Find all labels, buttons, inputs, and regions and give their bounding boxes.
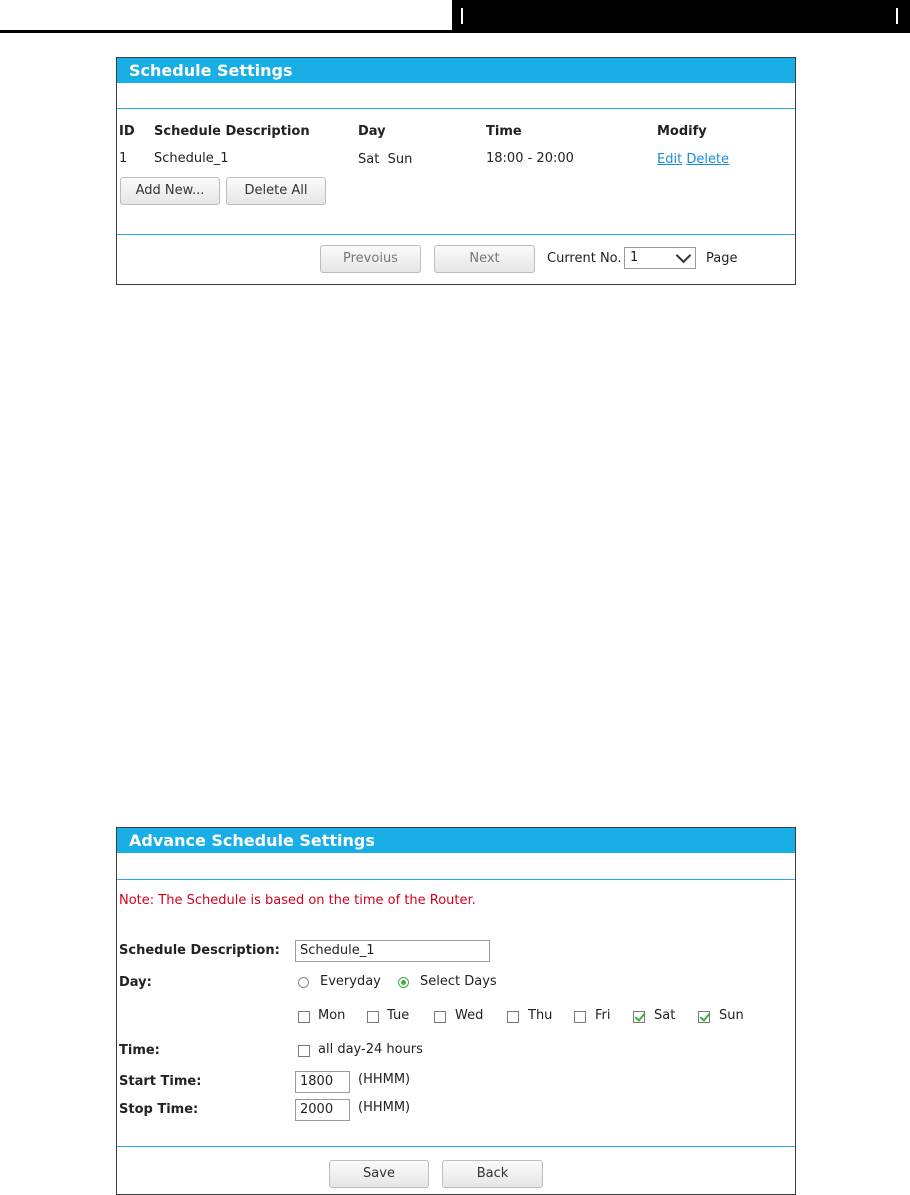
schedule-description-label: Schedule Description: (119, 943, 280, 958)
column-header-id: ID (119, 124, 135, 139)
column-header-time: Time (486, 124, 522, 139)
row-day: Sat Sun (358, 152, 413, 167)
start-time-label: Start Time: (119, 1074, 202, 1089)
stop-time-label: Stop Time: (119, 1102, 199, 1117)
panel-title: Schedule Settings (117, 58, 795, 83)
header-divider (896, 8, 898, 24)
header-rule (0, 30, 452, 33)
divider (117, 879, 795, 880)
header-divider (461, 8, 463, 24)
day-checkbox-mon[interactable] (298, 1011, 310, 1023)
select-days-radio[interactable] (398, 977, 409, 988)
day-label-thu: Thu (528, 1008, 553, 1023)
column-header-day: Day (358, 124, 386, 139)
edit-link[interactable]: Edit (657, 152, 683, 167)
page-select-value: 1 (630, 250, 639, 265)
day-label-tue: Tue (387, 1008, 410, 1023)
day-checkbox-fri[interactable] (574, 1011, 586, 1023)
everyday-label: Everyday (320, 974, 381, 989)
stop-time-format-hint: (HHMM) (358, 1100, 411, 1115)
all-day-checkbox[interactable] (298, 1045, 310, 1057)
column-header-modify: Modify (657, 124, 707, 139)
divider (117, 1146, 795, 1147)
time-label: Time: (119, 1043, 160, 1058)
row-modify (657, 152, 729, 167)
divider (117, 234, 795, 235)
day-checkbox-sun[interactable] (698, 1011, 710, 1023)
start-time-input[interactable]: 1800 (295, 1071, 350, 1093)
delete-all-button[interactable]: Delete All (226, 177, 326, 205)
previous-button[interactable]: Prevoius (320, 245, 421, 273)
chevron-down-icon (676, 248, 692, 264)
header-dark-block (452, 0, 910, 33)
current-no-label: Current No. (547, 251, 622, 266)
all-day-label: all day-24 hours (318, 1042, 423, 1057)
save-button[interactable]: Save (329, 1160, 429, 1188)
back-button[interactable]: Back (442, 1160, 543, 1188)
day-checkbox-sat[interactable] (633, 1011, 645, 1023)
add-new-button[interactable]: Add New... (120, 177, 220, 205)
next-button[interactable]: Next (434, 245, 535, 273)
day-checkbox-wed[interactable] (434, 1011, 446, 1023)
day-checkbox-tue[interactable] (367, 1011, 379, 1023)
row-id: 1 (119, 151, 128, 166)
day-checkbox-thu[interactable] (507, 1011, 519, 1023)
stop-time-input[interactable]: 2000 (295, 1099, 350, 1121)
start-time-format-hint: (HHMM) (358, 1072, 411, 1087)
day-label-sat: Sat (654, 1008, 676, 1023)
everyday-radio[interactable] (298, 977, 309, 988)
page-select[interactable] (624, 247, 696, 269)
panel-title: Advance Schedule Settings (117, 828, 795, 853)
day-label-sun: Sun (719, 1008, 744, 1023)
day-label-wed: Wed (455, 1008, 484, 1023)
delete-link[interactable]: Delete (686, 152, 730, 167)
row-description: Schedule_1 (154, 151, 229, 166)
note-text: Note: The Schedule is based on the time of the Router. (119, 893, 476, 908)
document-header (0, 0, 910, 34)
day-label: Day: (119, 975, 152, 990)
row-time: 18:00 - 20:00 (486, 151, 574, 166)
page-label: Page (706, 251, 738, 266)
select-days-label: Select Days (420, 974, 497, 989)
day-label-fri: Fri (595, 1008, 611, 1023)
divider (117, 108, 795, 109)
schedule-description-input[interactable]: Schedule_1 (295, 940, 490, 962)
column-header-description: Schedule Description (154, 124, 310, 139)
advance-schedule-settings-panel (116, 827, 796, 1195)
day-label-mon: Mon (318, 1008, 346, 1023)
schedule-settings-panel (116, 57, 796, 285)
